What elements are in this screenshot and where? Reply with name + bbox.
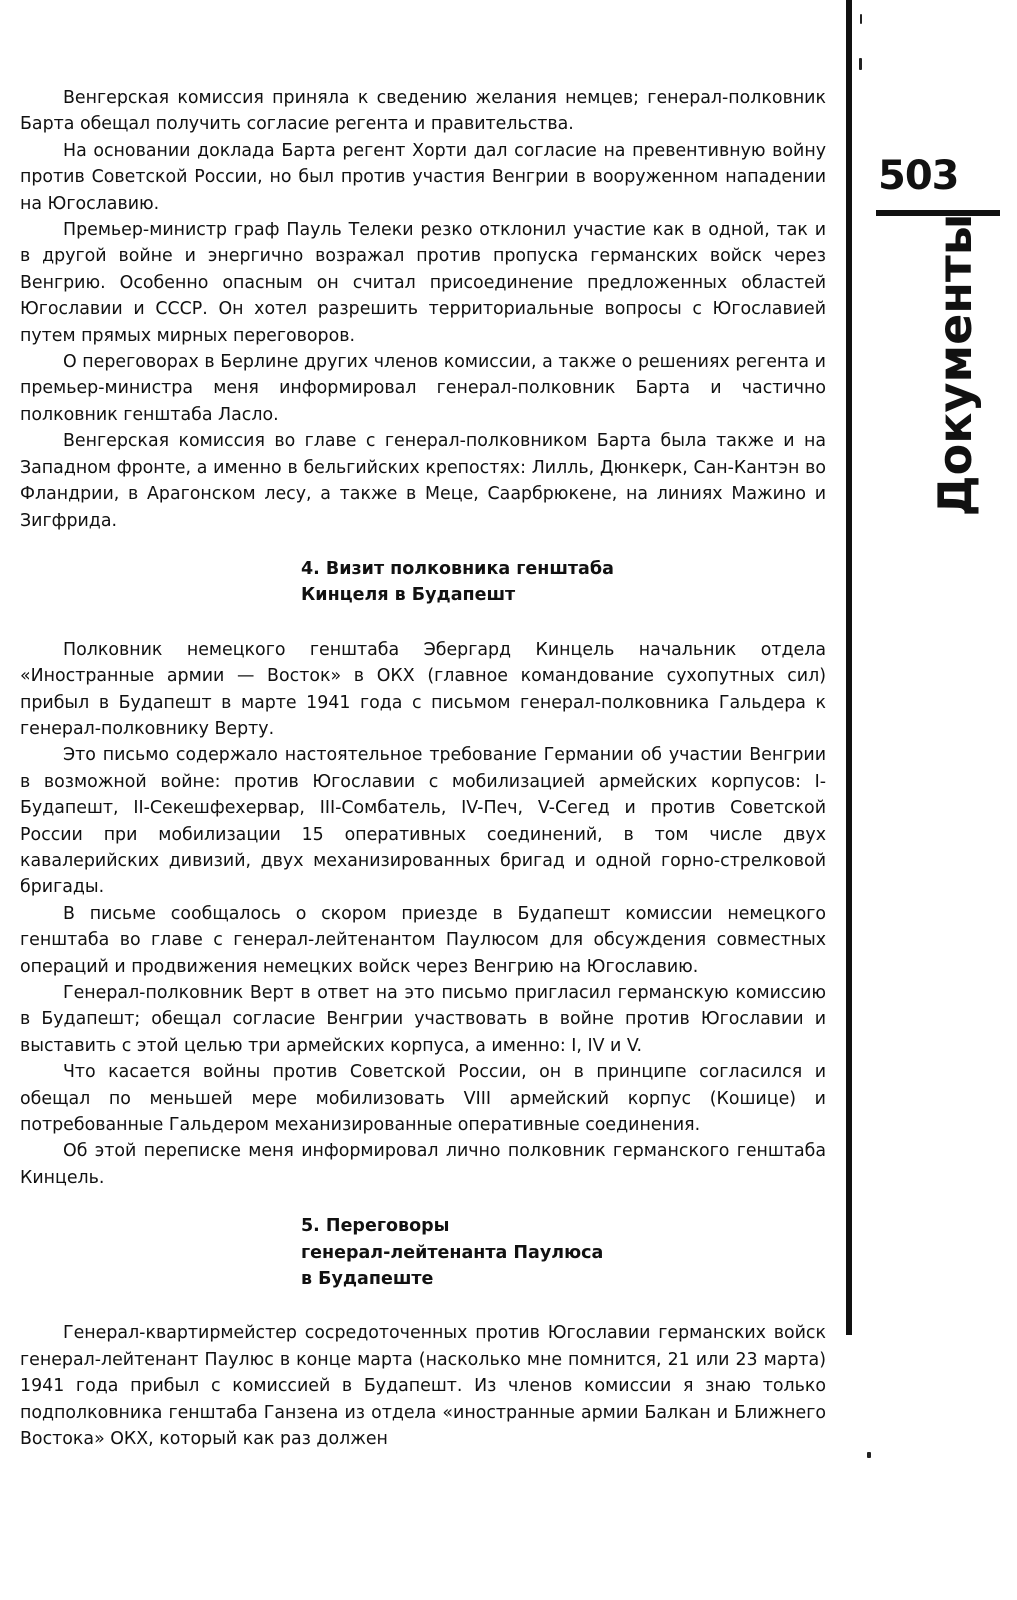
paragraph: О переговорах в Берлине других членов комиссии, а также о решениях регента и премьер-министра меня информировал генерал-полковник Барта и частично полковник генштаба Ласло. <box>20 352 826 425</box>
paragraph: Венгерская комиссия во главе с генерал-полковником Барта была также и на Западном фронте, а именно в бельгийских крепостях: Лилль, Дюнкерк, Сан-Кантэн во Фландрии, в Арагонском лесу, а также в Меце, Саарбрюкене, на линиях Мажино и Зигфрида. <box>20 431 826 531</box>
section-heading-line: в Будапеште <box>301 1269 434 1290</box>
paragraph: Венгерская комиссия приняла к сведению желания немцев; генерал-полковник Барта обещал получить согласие регента и правительства. <box>20 88 826 135</box>
section-heading-line: Кинцеля в Будапешт <box>301 585 516 606</box>
section-heading-5 <box>20 1213 826 1292</box>
paragraph: Это письмо содержало настоятельное требование Германии об участии Венгрии в возможной войне: против Югославии с мобилизацией армейских корпусов: I-Будапешт, II-Секешфехервар, III-Сомбатель, IV-Печ, V-Сегед и против Советской России при мобилизации 15 оперативных соединений, в том числе двух кавалерийских дивизий, двух механизированных бригад и одной горно-стрелковой бригады. <box>20 745 826 898</box>
text-column <box>20 85 826 1453</box>
page-number: 503 <box>878 153 959 199</box>
scan-speck <box>867 1452 871 1458</box>
paragraph: Полковник немецкого генштаба Эбергард Кинцель начальник отдела «Иностранные армии — Восток» в ОКХ (главное командование сухопутных сил) прибыл в Будапешт в марте 1941 года с письмом генерал-полковника Гальдера к генерал-полковнику Верту. <box>20 639 826 739</box>
paragraph: Генерал-квартирмейстер сосредоточенных против Югославии германских войск генерал-лейтенант Паулюс в конце марта (насколько мне помнится, 21 или 23 марта) 1941 года прибыл с комиссией в Будапешт. Из членов комиссии я знаю только подполковника генштаба Ганзена из отдела «иностранные армии Балкан и Ближнего Востока» ОКХ, который как раз должен <box>20 1323 826 1450</box>
section-heading-line: генерал-лейтенанта Паулюса <box>301 1242 604 1263</box>
section-heading-line: 5. Переговоры <box>301 1216 450 1237</box>
paragraph: Премьер-министр граф Пауль Телеки резко отклонил участие как в одной, так и в другой войне и энергично возражал против пропуска германских войск через Венгрию. Особенно опасным он считал присоединение предложенных областей Югославии и СССР. Он хотел разрешить территориальные вопросы с Югославией путем прямых мирных переговоров. <box>20 220 826 346</box>
section-label: Документы <box>928 213 982 517</box>
paragraph: На основании доклада Барта регент Хорти дал согласие на превентивную войну против Советской России, но был против участия Венгрии в вооруженном нападении на Югославию. <box>20 140 826 214</box>
section-heading-4 <box>20 556 826 609</box>
scan-speck <box>860 14 862 24</box>
section-heading-line: 4. Визит полковника генштаба <box>301 558 614 579</box>
margin-rule-vertical <box>846 0 852 1335</box>
paragraph: Генерал-полковник Верт в ответ на это письмо пригласил германскую комиссию в Будапешт; обещал согласие Венгрии участвовать в войне против Югославии и выставить с этой целью три армейских корпуса, а именно: I, IV и V. <box>20 983 826 1056</box>
paragraph: Что касается войны против Советской России, он в принципе согласился и обещал по меньшей мере мобилизовать VIII армейский корпус (Кошице) и потребованные Гальдером механизированные оперативные соединения. <box>20 1062 826 1136</box>
scan-speck <box>859 58 862 70</box>
paragraph: В письме сообщалось о скором приезде в Будапешт комиссии немецкого генштаба во главе с генерал-лейтенантом Паулюсом для обсуждения совместных операций и продвижения немецких войск через Венгрию на Югославию. <box>20 903 826 977</box>
paragraph: Об этой переписке меня информировал лично полковник германского генштаба Кинцель. <box>20 1141 826 1188</box>
